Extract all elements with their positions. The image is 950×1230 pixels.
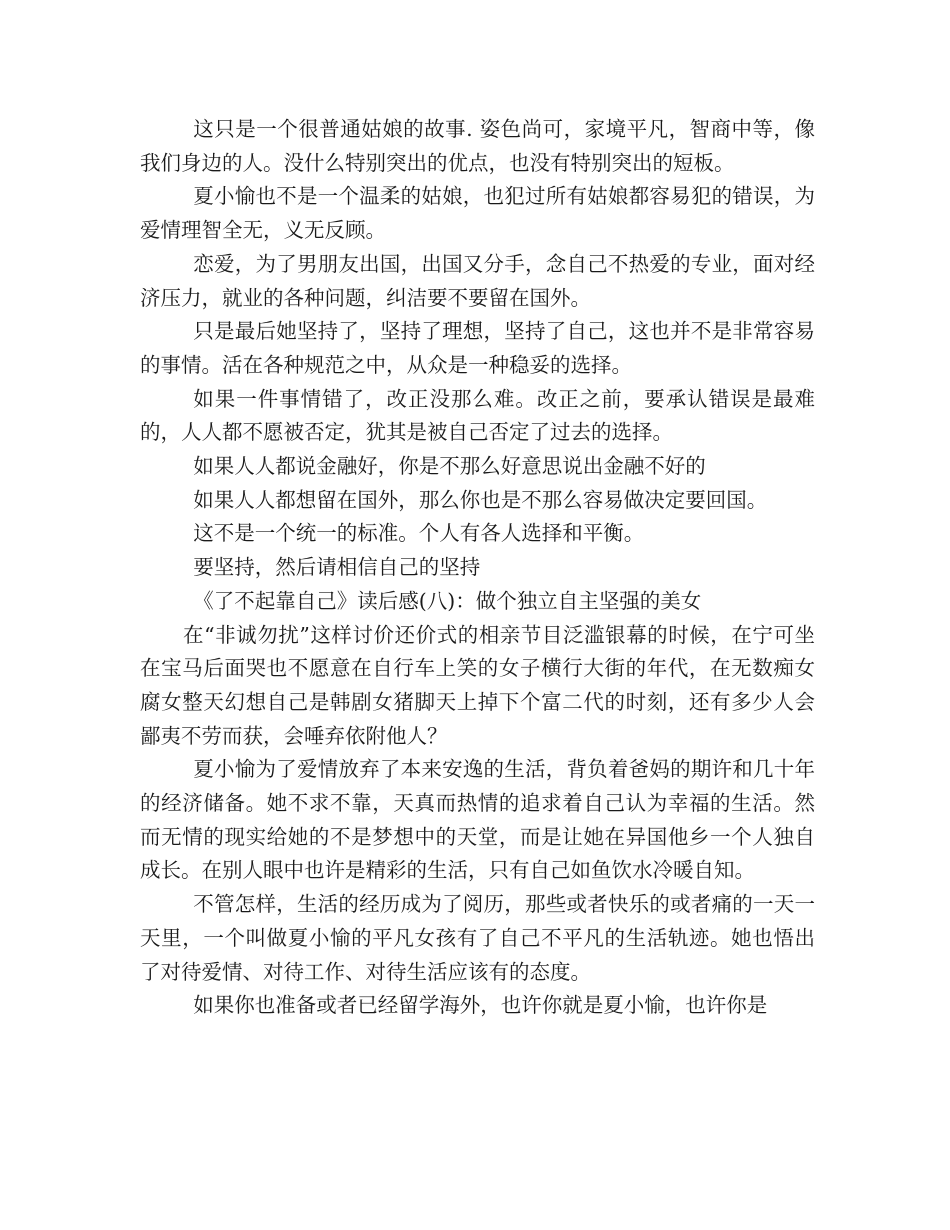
paragraph: 在“非诚勿扰”这样讨价还价式的相亲节目泛滥银幕的时候，在宁可坐在宝马后面哭也不愿意在自行车上笑的女子横行大街的年代，在无数痴女腐女整天幻想自己是韩剧女猪脚天上掉下个富二代的时刻，还有多少人会鄙夷不劳而获，会唾弃依附他人？ [140, 622, 815, 748]
document-body [140, 113, 815, 1023]
paragraph: 如果人人都想留在国外，那么你也是不那么容易做决定要回国。 [193, 487, 768, 512]
paragraph: 如果你也准备或者已经留学海外，也许你就是夏小愉，也许你是 [193, 993, 768, 1018]
paragraph: 不管怎样，生活的经历成为了阅历，那些或者快乐的或者痛的一天一天里，一个叫做夏小愉的平凡女孩有了自己不平凡的生活轨迹。她也悟出了对待爱情、对待工作、对待生活应该有的态度。 [140, 892, 815, 984]
section-heading: 《了不起靠自己》读后感(八)：做个独立自主坚强的美女 [193, 588, 702, 613]
paragraph: 恋爱，为了男朋友出国，出国又分手，念自己不热爱的专业，面对经济压力，就业的各种问题，纠洁要不要留在国外。 [140, 251, 815, 310]
paragraph: 只是最后她坚持了，坚持了理想，坚持了自己，这也并不是非常容易的事情。活在各种规范之中，从众是一种稳妥的选择。 [140, 319, 815, 377]
paragraph: 夏小愉也不是一个温柔的姑娘，也犯过所有姑娘都容易犯的错误，为爱情理智全无，义无反顾。 [140, 184, 815, 243]
paragraph: 这只是一个很普通姑娘的故事. 姿色尚可，家境平凡，智商中等，像我们身边的人。没什么特别突出的优点，也没有特别突出的短板。 [140, 117, 815, 175]
paragraph: 夏小愉为了爱情放弃了本来安逸的生活，背负着爸妈的期许和几十年的经济储备。她不求不靠，天真而热情的追求着自己认为幸福的生活。然而无情的现实给她的不是梦想中的天堂，而是让她在异国他乡一个人独自成长。在别人眼中也许是精彩的生活，只有自己如鱼饮水冷暖自知。 [140, 757, 815, 883]
paragraph: 如果一件事情错了，改正没那么难。改正之前，要承认错误是最难的，人人都不愿被否定，犹其是被自己否定了过去的选择。 [140, 386, 815, 445]
paragraph: 这不是一个统一的标准。个人有各人选择和平衡。 [193, 521, 645, 546]
paragraph: 如果人人都说金融好，你是不那么好意思说出金融不好的 [193, 454, 706, 479]
paragraph: 要坚持，然后请相信自己的坚持 [193, 555, 481, 580]
